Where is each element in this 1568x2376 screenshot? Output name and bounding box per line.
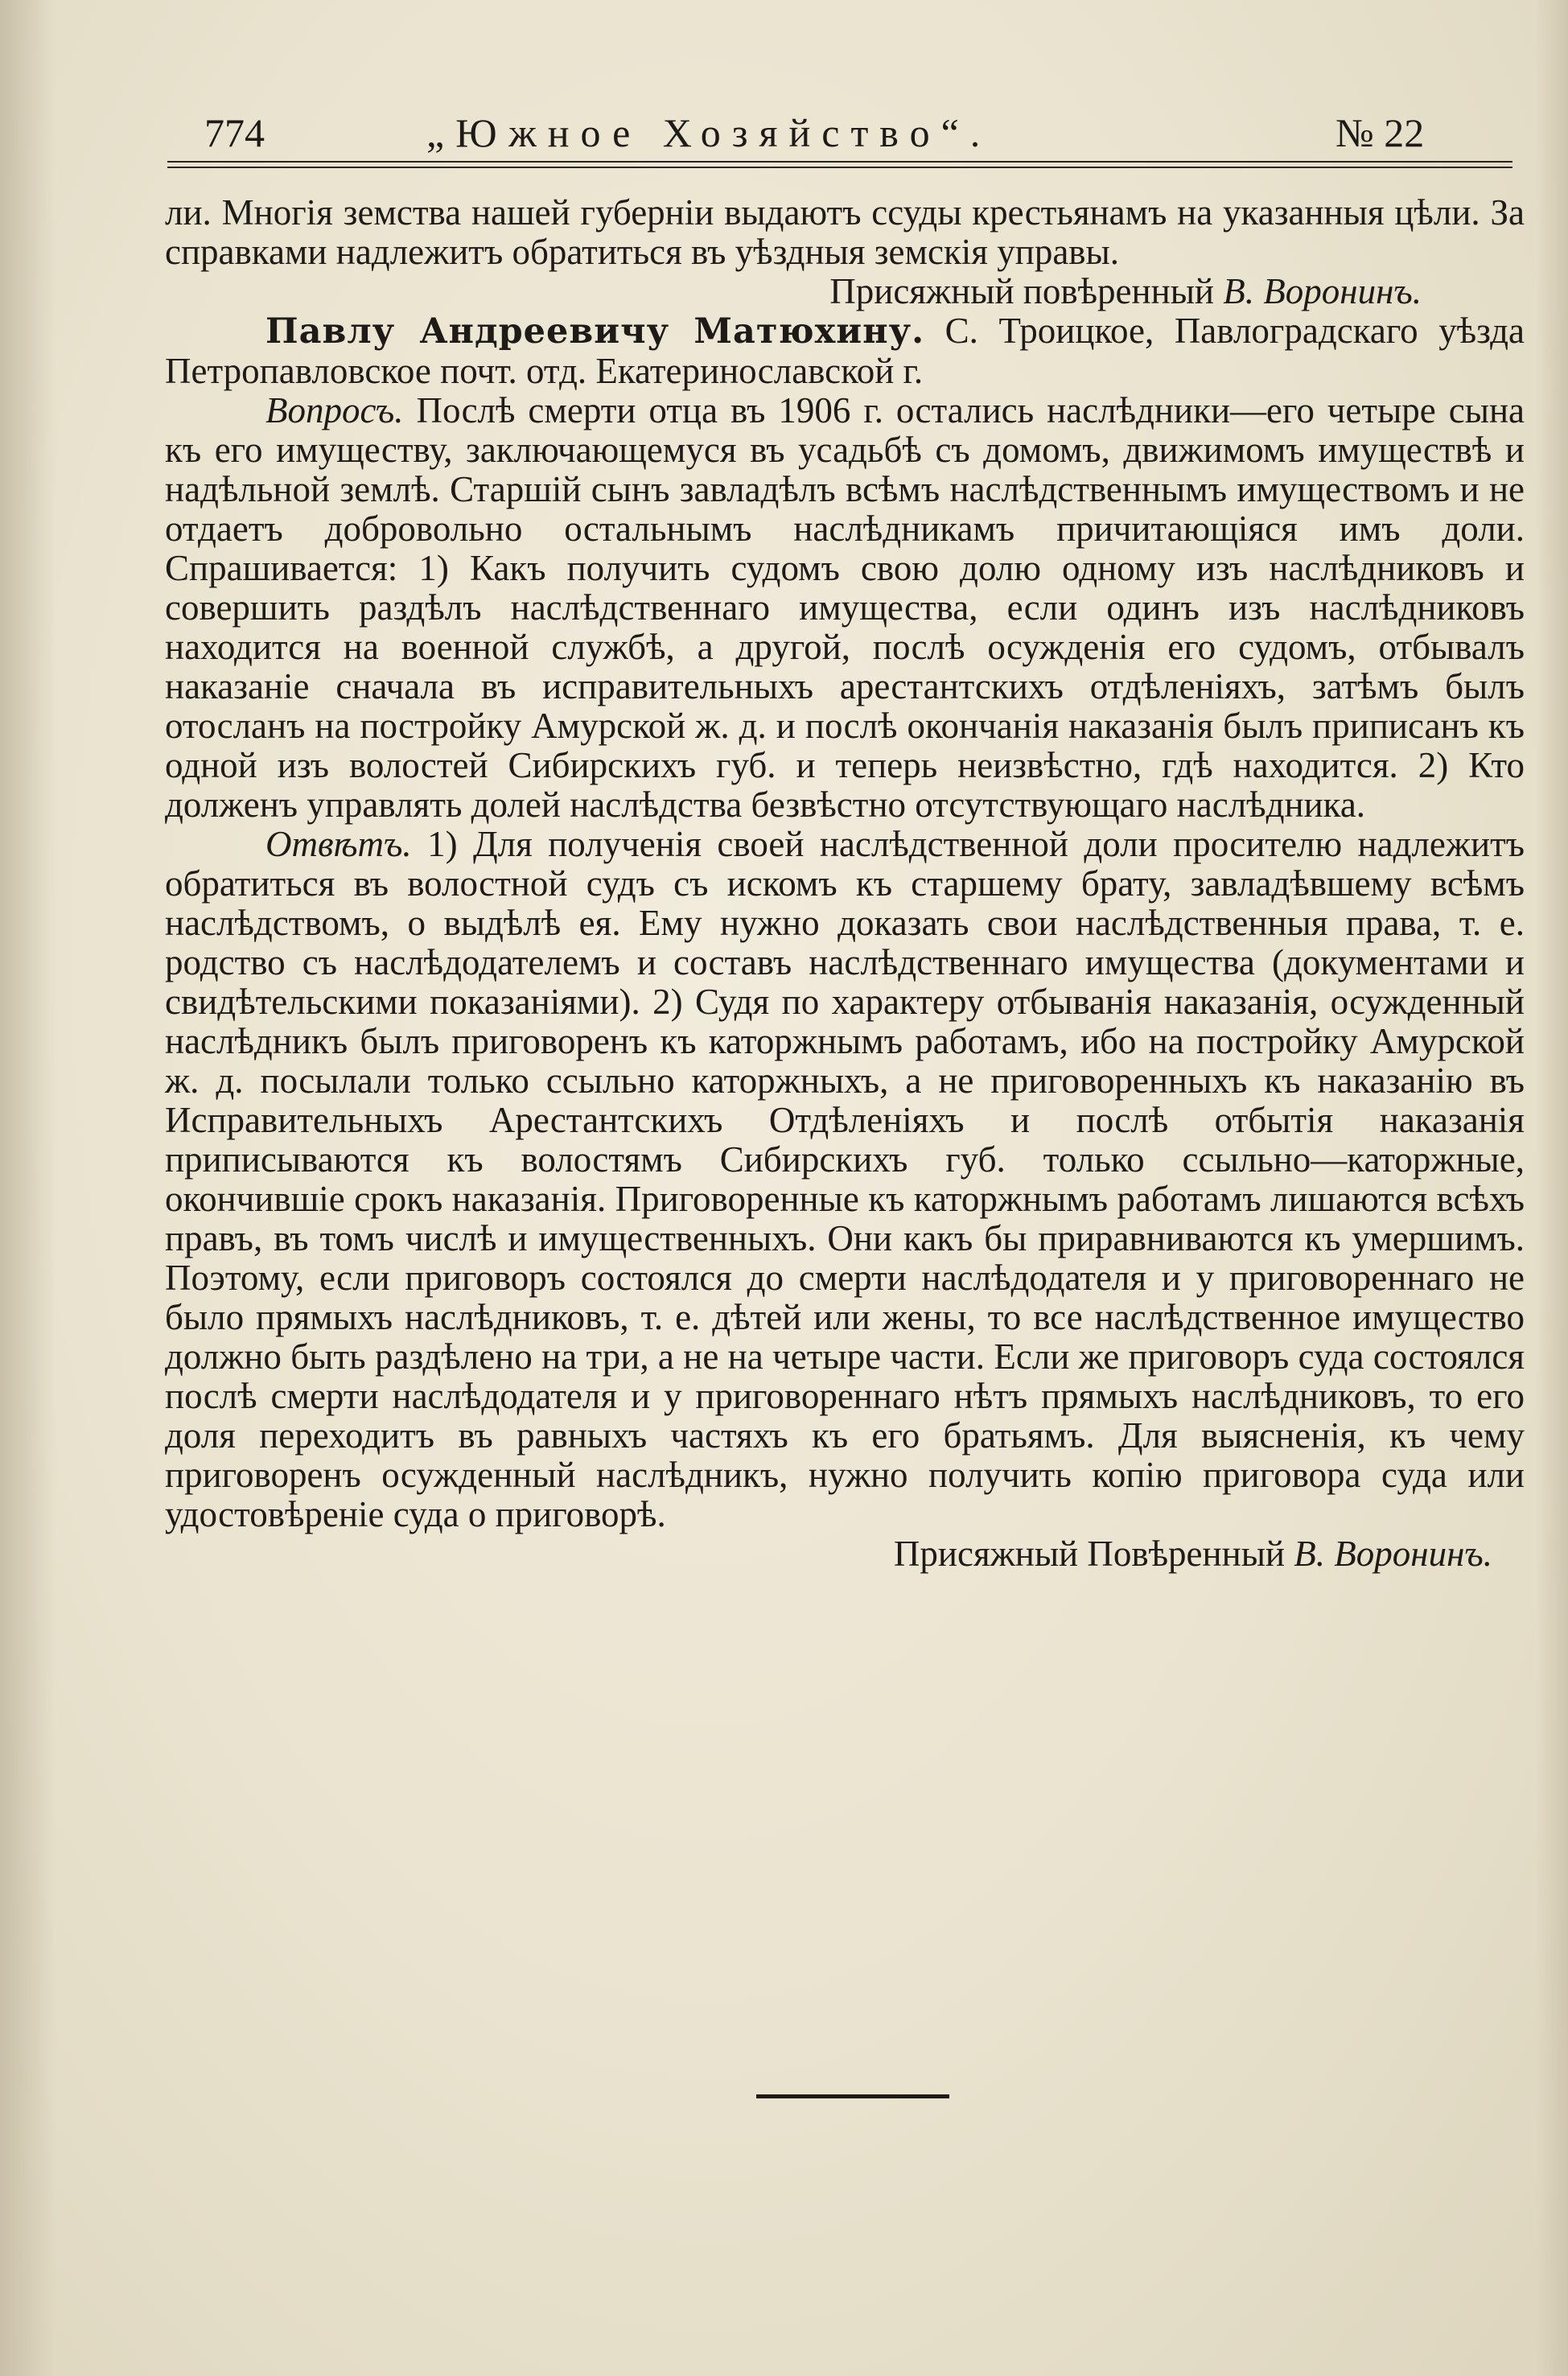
- answer-text: 1) Для полученія своей наслѣдственной доли просителю надлежитъ обратиться въ волостной судъ съ искомъ къ старшему брату, завладѣвшему всѣмъ наслѣдствомъ, о выдѣлѣ ея. Ему нужно доказать свои наслѣдственныя права, т. е. родство съ наслѣдодателемъ и составъ наслѣдственнаго имущества (документами и свидѣтельскими показаніями). 2) Судя по характеру отбыванія наказанія, осужденный наслѣдникъ былъ приговоренъ къ каторжнымъ работамъ, ибо на постройку Амурской ж. д. посылали только ссыльно каторжныхъ, а не приговоренныхъ къ наказанію въ Исправительныхъ Арестантскихъ Отдѣленіяхъ и послѣ отбытія наказанія приписываются къ волостямъ Сибирскихъ губ. только ссыльно—каторжные, окончившіе срокъ наказанія. Приговоренные къ каторжнымъ работамъ лишаются всѣхъ правъ, въ томъ числѣ и имущественныхъ. Они какъ бы приравниваются къ умершимъ. Поэтому, если приговоръ состоялся до смерти наслѣдодателя и у приговореннаго не было прямыхъ наслѣдниковъ, т. е. дѣтей или жены, то все наслѣдственное имущество должно быть раздѣлено на три, а не на четыре части. Если же приговоръ суда состоялся послѣ смерти наслѣдодателя и у приговореннаго нѣтъ прямыхъ наслѣдниковъ, то его доля переходитъ въ равныхъ частяхъ къ его братьямъ. Для выясненія, къ чему приговоренъ осужденный наслѣдникъ, нужно получить копію приговора суда или удостовѣреніе суда о приговорѣ.: [165, 824, 1525, 1534]
- question-text: Послѣ смерти отца въ 1906 г. остались наслѣдники—его четыре сына къ его имуществу, заключающемуся въ усадьбѣ съ домомъ, движимомъ имуществѣ и надѣльной землѣ. Старшій сынъ завладѣлъ всѣмъ наслѣдственнымъ имуществомъ и не отдаетъ добровольно остальнымъ наслѣдникамъ причитающіяся имъ доли. Спрашивается: 1) Какъ получить судомъ свою долю одному изъ наслѣдниковъ и совершить раздѣлъ наслѣдственнаго имущества, если одинъ изъ наслѣдниковъ находится на военной службѣ, а другой, послѣ осужденія его судомъ, отбывалъ наказаніе сначала въ исправительныхъ арестантскихъ отдѣленіяхъ, затѣмъ былъ отосланъ на постройку Амурской ж. д. и послѣ окончанія наказанія былъ приписанъ къ одной изъ волостей Сибирскихъ губ. и теперь неизвѣстно, гдѣ находится. 2) Кто долженъ управлять долей наслѣдства безвѣстно отсутствующаго наслѣдника.: [165, 390, 1525, 825]
- signature-title: Присяжный Повѣренный: [893, 1534, 1286, 1574]
- signature-second: [165, 1534, 1525, 1574]
- running-header: [161, 103, 1512, 159]
- issue-number: № 22: [1335, 110, 1425, 155]
- question-paragraph: [165, 391, 1525, 825]
- article-body: [165, 193, 1525, 1574]
- addressee-address: С. Троицкое, Павлоградскаго уѣзда Петропавловское почт. отд. Екатеринославской г.: [165, 311, 1525, 391]
- journal-title: „Южное Хозяйство“.: [426, 110, 992, 155]
- section-end-rule: [756, 2094, 949, 2098]
- answer-label: Отвѣтъ.: [265, 824, 412, 864]
- question-label: Вопросъ.: [265, 390, 404, 430]
- signature-name: В. Воронинъ.: [1294, 1534, 1492, 1574]
- addressee-paragraph: [165, 311, 1525, 391]
- signature-name: В. Воронинъ.: [1223, 271, 1422, 311]
- signature-first: [165, 272, 1525, 311]
- page-edge-shadow: [1536, 0, 1568, 2376]
- page-gutter-shadow: [0, 0, 56, 2376]
- addressee-name: Павлу Андреевичу Матюхину.: [265, 311, 925, 352]
- continuation-paragraph: ли. Многія земства нашей губерніи выдаютъ ссуды крестьянамъ на указанныя цѣли. За справками надлежитъ обратиться въ уѣздныя земскія управы.: [165, 192, 1525, 272]
- answer-paragraph: [165, 825, 1525, 1534]
- header-rule-top: [167, 161, 1512, 163]
- page-number: 774: [204, 110, 265, 155]
- header-rule-bottom: [167, 167, 1512, 168]
- signature-title: Присяжный повѣренный: [829, 271, 1215, 311]
